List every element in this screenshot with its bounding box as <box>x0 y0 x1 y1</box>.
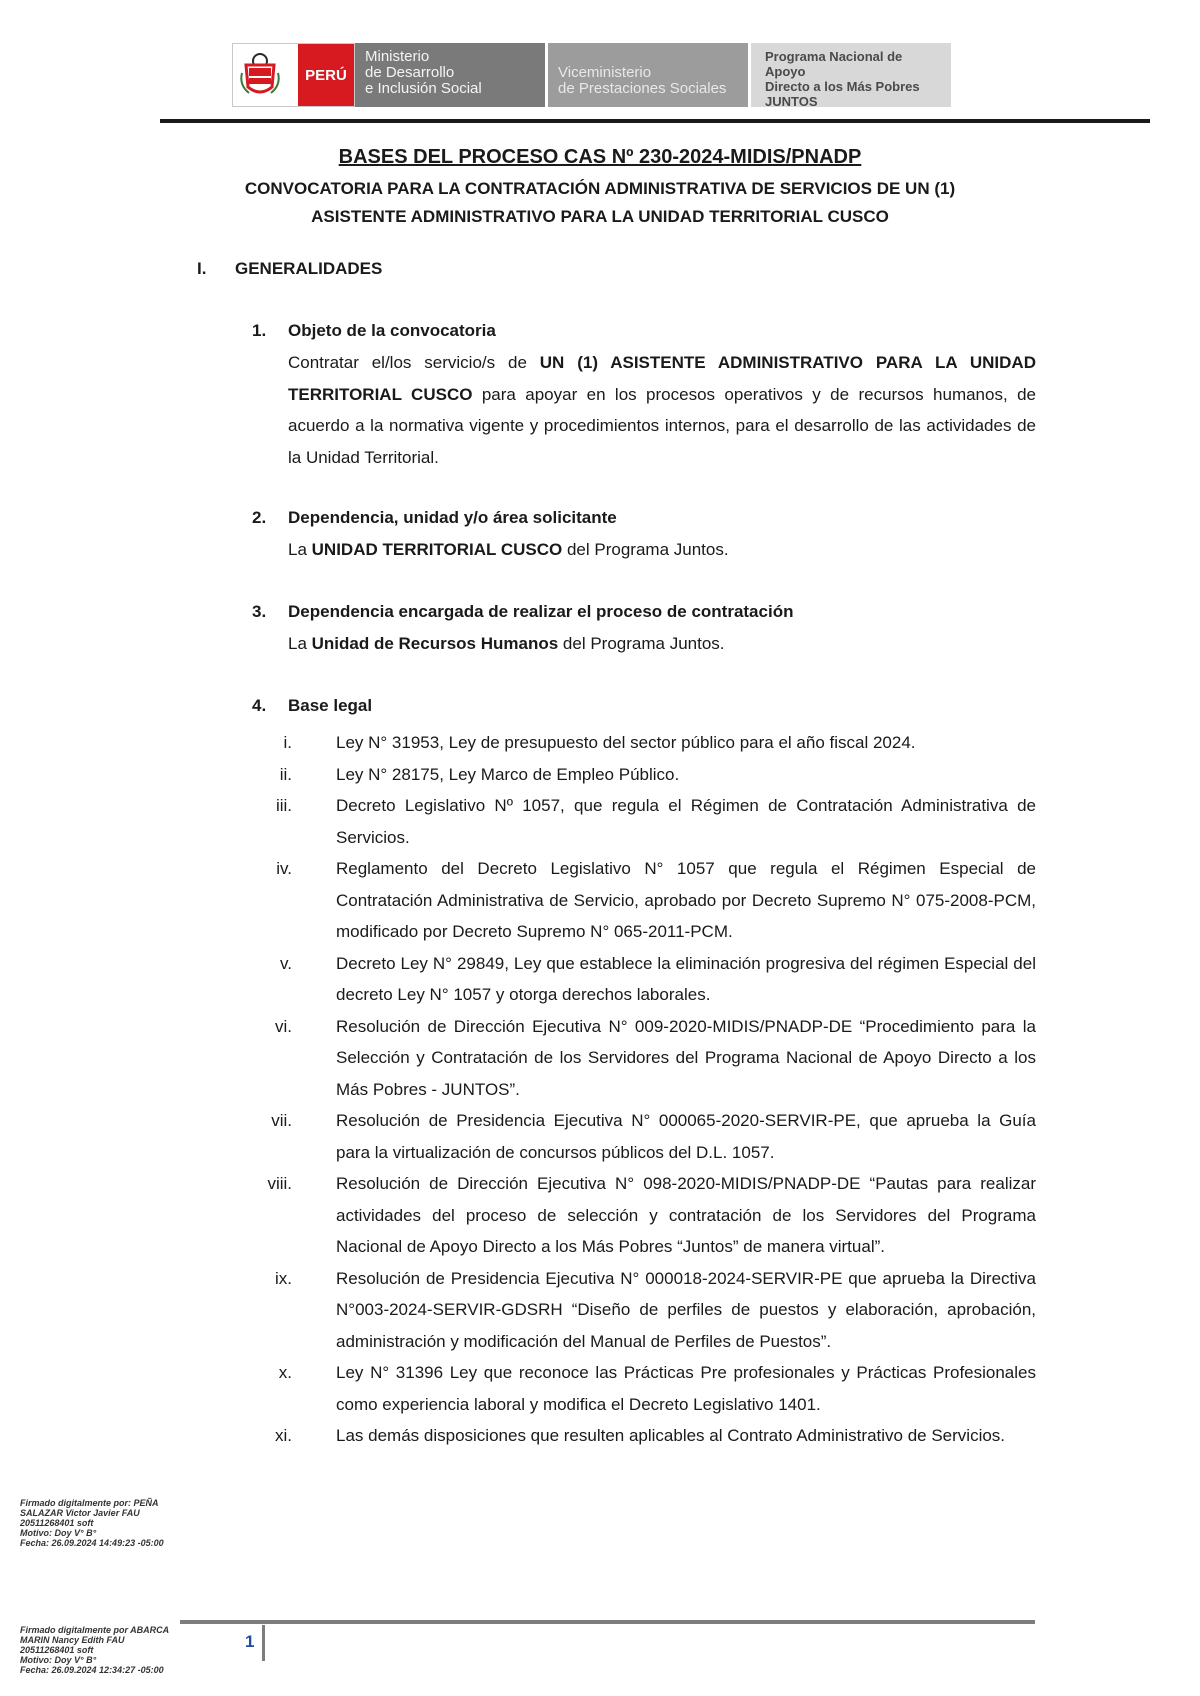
signature-line: Fecha: 26.09.2024 14:49:23 -05:00 <box>20 1538 164 1548</box>
program-block <box>751 43 951 107</box>
paragraph-bold: UNIDAD TERRITORIAL CUSCO <box>311 540 563 559</box>
page-number-separator <box>262 1625 265 1661</box>
legal-item-text: Resolución de Presidencia Ejecutiva N° 000065-2020-SERVIR-PE, que aprueba la Guía para la virtualización de concursos públicos del D.L. 1057. <box>336 1111 1036 1162</box>
legal-item-number: ix. <box>275 1268 292 1288</box>
signature-line: Fecha: 26.09.2024 12:34:27 -05:00 <box>20 1665 164 1675</box>
legal-item <box>250 1105 1040 1168</box>
paragraph-text: Contratar el/los servicio/s de <box>288 353 540 372</box>
legal-item-number: vi. <box>275 1016 292 1036</box>
ministry-line: Ministerio <box>365 48 430 65</box>
legal-item-number: x. <box>278 1363 292 1382</box>
signature-line: Motivo: Doy V° B° <box>20 1528 97 1538</box>
legal-item-text: Reglamento del Decreto Legislativo N° 1057 que regula el Régimen Especial de Contratación Administrativa de Servicio, aprobado por Decreto Supremo N° 075-2008-PCM, modificado por Decreto Supremo N° 065-2011-PCM. <box>336 859 1036 941</box>
signature-line: MARIN Nancy Edith FAU <box>20 1635 125 1645</box>
legal-item-number: i. <box>283 733 292 752</box>
peru-label: PERÚ <box>298 44 354 106</box>
legal-item-number: ii. <box>279 764 292 784</box>
legal-item-number: iv. <box>276 859 292 878</box>
legal-item-text: Decreto Legislativo Nº 1057, que regula el Régimen de Contratación Administrativa de Servicios. <box>336 796 1036 847</box>
paragraph-text: para apoyar en los procesos operativos y de recursos humanos, de acuerdo a la normativa vigente y procedimientos internos, para el desarrollo de las actividades de la Unidad Territorial. <box>288 384 1036 467</box>
item-number: 4. <box>252 696 267 715</box>
legal-item-number: xi. <box>275 1426 292 1445</box>
subtitle-line: CONVOCATORIA PARA LA CONTRATACIÓN ADMINISTRATIVA DE SERVICIOS DE UN (1) <box>244 179 956 198</box>
item-number: 3. <box>252 602 267 621</box>
legal-item-text: Ley N° 31396 Ley que reconoce las Prácticas Pre profesionales y Prácticas Profesionales como experiencia laboral y modifica el Decreto Legislativo 1401. <box>336 1363 1036 1414</box>
legal-item <box>250 1263 1040 1358</box>
legal-item <box>250 1011 1040 1106</box>
legal-item <box>250 790 1040 853</box>
legal-item-text: Las demás disposiciones que resulten aplicables al Contrato Administrativo de Servicios. <box>336 1426 1006 1445</box>
signature-line: SALAZAR Victor Javier FAU <box>20 1508 140 1518</box>
item-paragraph <box>288 628 1036 660</box>
item-paragraph <box>288 347 1036 473</box>
item-title: Dependencia encargada de realizar el proceso de contratación <box>288 602 794 621</box>
legal-item-text: Resolución de Presidencia Ejecutiva N° 000018-2024-SERVIR-PE que aprueba la Directiva N°003-2024-SERVIR-GDSRH “Diseño de perfiles de puestos y elaboración, aprobación, administración y modificación del Manual de Perfiles de Puestos”. <box>336 1268 1036 1351</box>
legal-item-text: Resolución de Dirección Ejecutiva N° 009-2020-MIDIS/PNADP-DE “Procedimiento para la Selección y Contratación de los Servidores del Programa Nacional de Apoyo Directo a los Más Pobres - JUNTOS”. <box>336 1016 1036 1099</box>
item-title: Base legal <box>288 696 373 715</box>
signature-line: Firmado digitalmente por: PEÑA <box>20 1498 159 1508</box>
legal-item <box>250 1168 1040 1263</box>
legal-item <box>250 853 1040 948</box>
legal-item <box>250 948 1040 1011</box>
signature-line: Motivo: Doy V° B° <box>20 1655 97 1665</box>
legal-item <box>250 1357 1040 1420</box>
legal-item <box>250 727 1040 759</box>
paragraph-text: La <box>288 540 312 559</box>
signature-line: 20511268401 soft <box>20 1518 94 1528</box>
section-title: GENERALIDADES <box>235 259 383 278</box>
paragraph-text: La <box>288 634 312 653</box>
digital-signature-stamp <box>20 1498 164 1548</box>
footer-divider <box>180 1620 1035 1624</box>
legal-item <box>250 759 1040 791</box>
vice-ministry-line: Viceministerio <box>558 64 652 81</box>
vice-ministry-block <box>548 43 748 107</box>
document-subtitle <box>170 175 1030 231</box>
item-number: 2. <box>252 508 267 527</box>
legal-item <box>250 1420 1040 1452</box>
vice-ministry-line: de Prestaciones Sociales <box>558 80 727 97</box>
ministry-line: de Desarrollo <box>365 64 455 81</box>
item-number: 1. <box>252 321 267 340</box>
signature-line: 20511268401 soft <box>20 1645 94 1655</box>
legal-item-number: v. <box>280 953 292 973</box>
paragraph-text: del Programa Juntos. <box>558 634 725 653</box>
program-line: Directo a los Más Pobres <box>765 79 920 94</box>
subtitle-line: ASISTENTE ADMINISTRATIVO PARA LA UNIDAD TERRITORIAL CUSCO <box>311 207 889 226</box>
header-divider <box>160 119 1150 123</box>
coat-of-arms-icon <box>239 51 281 99</box>
legal-item-text: Resolución de Dirección Ejecutiva N° 098-2020-MIDIS/PNADP-DE “Pautas para realizar actividades del proceso de selección y contratación de los Servidores del Programa Nacional de Apoyo Directo a los Más Pobres “Juntos” de manera virtual”. <box>336 1174 1036 1256</box>
institutional-header <box>232 43 951 107</box>
legal-item-text: Ley N° 31953, Ley de presupuesto del sector público para el año fiscal 2024. <box>336 733 916 752</box>
paragraph-text: del Programa Juntos. <box>562 540 729 559</box>
legal-item-number: viii. <box>267 1174 292 1193</box>
program-line: Programa Nacional de Apoyo <box>765 49 903 79</box>
legal-item-number: vii. <box>271 1111 292 1130</box>
paragraph-bold: UN (1) ASISTENTE ADMINISTRATIVO PARA LA UNIDAD TERRITORIAL CUSCO <box>288 353 1036 404</box>
ministry-line: e Inclusión Social <box>365 80 482 97</box>
peru-logo <box>232 43 355 107</box>
legal-item-text: Ley N° 28175, Ley Marco de Empleo Público. <box>336 764 680 784</box>
section-number: I. <box>197 259 207 278</box>
item-paragraph <box>288 534 1036 566</box>
ministry-block <box>355 43 545 107</box>
legal-basis-list <box>250 727 1040 1452</box>
page-number: 1 <box>245 1632 255 1651</box>
item-title: Objeto de la convocatoria <box>288 321 496 340</box>
legal-item-text: Decreto Ley N° 29849, Ley que establece la eliminación progresiva del régimen Especial del decreto Ley N° 1057 y otorga derechos laborales. <box>336 953 1036 1004</box>
legal-item-number: iii. <box>275 796 292 815</box>
item-title: Dependencia, unidad y/o área solicitante <box>288 508 617 527</box>
digital-signature-stamp <box>20 1625 169 1675</box>
document-title: BASES DEL PROCESO CAS Nº 230-2024-MIDIS/PNADP <box>338 146 862 168</box>
paragraph-bold: Unidad de Recursos Humanos <box>311 634 559 653</box>
signature-line: Firmado digitalmente por ABARCA <box>20 1625 170 1635</box>
program-line: JUNTOS <box>765 94 818 109</box>
